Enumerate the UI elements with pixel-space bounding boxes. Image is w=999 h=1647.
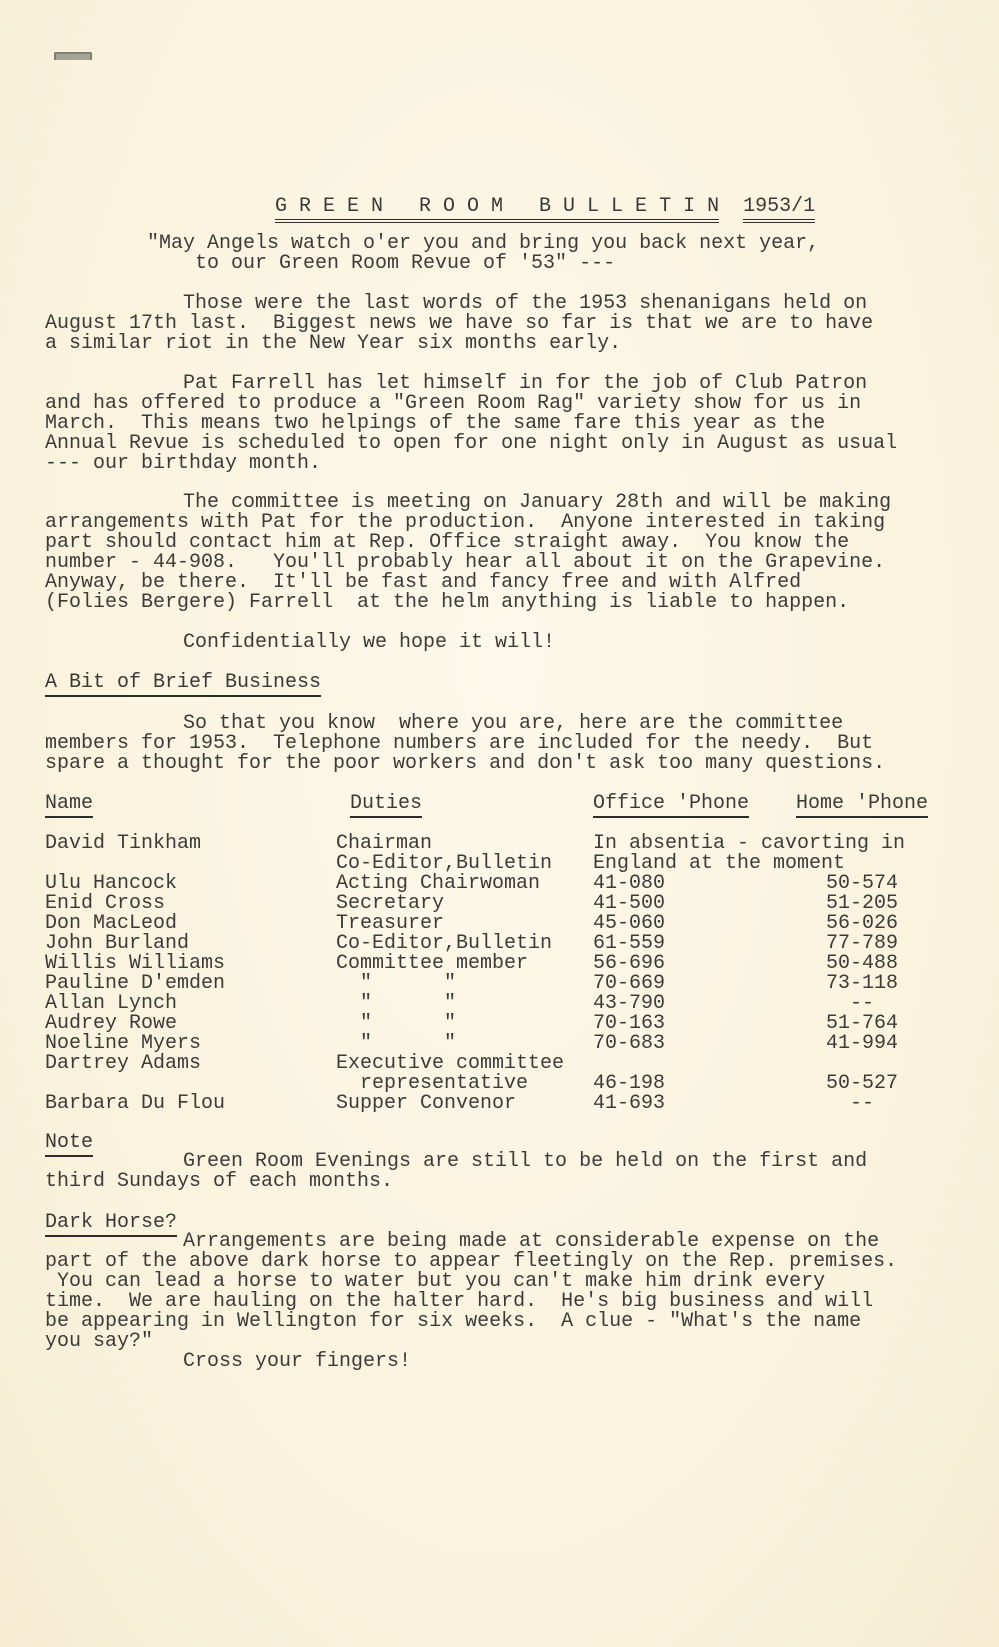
cell-name: Allan Lynch xyxy=(45,992,178,1015)
cell-name: Noeline Myers xyxy=(45,1032,202,1055)
cell-name: Enid Cross xyxy=(45,892,166,915)
cell-home-phone: 51-205 xyxy=(826,892,899,915)
paragraph-2-line-2: and has offered to produce a "Green Room Rag" variety show for us in xyxy=(45,392,862,415)
bulletin-title xyxy=(275,196,815,218)
paragraph-4-line-1: Confidentially we hope it will! xyxy=(183,631,556,654)
col-header-office-phone: Office 'Phone xyxy=(593,794,749,814)
cell-home-phone: 50-527 xyxy=(826,1072,899,1095)
col-header-name: Name xyxy=(45,794,93,814)
business-heading xyxy=(45,672,321,694)
cell-office-phone: 56-696 xyxy=(593,952,666,975)
cell-duties: Committee member xyxy=(336,952,529,975)
cell-office-phone: 70-669 xyxy=(593,972,666,995)
cell-office-phone: 41-500 xyxy=(593,892,666,915)
cell-home-phone: -- xyxy=(850,992,875,1015)
paragraph-3-line-4: number - 44-908. You'll probably hear all about it on the Grapevine. xyxy=(45,551,886,574)
cell-duties: Co-Editor,Bulletin xyxy=(336,932,553,955)
cell-duties: Supper Convenor xyxy=(336,1092,517,1115)
cell-duties: " " xyxy=(336,1012,457,1035)
paragraph-1-line-3: a similar riot in the New Year six months early. xyxy=(45,332,622,355)
col-header-duties: Duties xyxy=(350,794,422,814)
note-line-2: third Sundays of each months. xyxy=(45,1170,394,1193)
dark-horse-line-4: time. We are hauling on the halter hard. He's big business and will xyxy=(45,1290,874,1313)
cell-office-phone: 41-080 xyxy=(593,872,666,895)
cell-office-phone: 70-163 xyxy=(593,1012,666,1035)
cell-home-phone: 51-764 xyxy=(826,1012,899,1035)
staple-mark xyxy=(54,52,92,60)
business-line-1: So that you know where you are, here are the committee xyxy=(183,712,844,735)
cell-office-phone: In absentia - cavorting in xyxy=(593,832,906,855)
cell-duties: Secretary xyxy=(336,892,445,915)
business-line-2: members for 1953. Telephone numbers are included for the needy. But xyxy=(45,732,874,755)
cell-name: Dartrey Adams xyxy=(45,1052,202,1075)
dark-horse-line-5: be appearing in Wellington for six weeks. A clue - "What's the name xyxy=(45,1310,862,1333)
dark-horse-line-1: Arrangements are being made at considerable expense on the xyxy=(183,1230,880,1253)
cell-office-phone: 41-693 xyxy=(593,1092,666,1115)
dark-horse-line-6: you say?" xyxy=(45,1330,154,1353)
note-heading-text: Note xyxy=(45,1131,93,1157)
title-text: G R E E N R O O M B U L L E T I N xyxy=(275,195,719,223)
cell-home-phone: -- xyxy=(850,1092,875,1115)
cell-duties: representative xyxy=(336,1072,529,1095)
cell-name: Don MacLeod xyxy=(45,912,178,935)
business-line-3: spare a thought for the poor workers and don't ask too many questions. xyxy=(45,752,886,775)
cell-home-phone: 41-994 xyxy=(826,1032,899,1055)
cell-name: David Tinkham xyxy=(45,832,202,855)
cell-duties: " " xyxy=(336,992,457,1015)
cell-name: Willis Williams xyxy=(45,952,226,975)
cell-office-phone: 43-790 xyxy=(593,992,666,1015)
paragraph-2-line-1: Pat Farrell has let himself in for the job of Club Patron xyxy=(183,372,868,395)
cell-duties: Executive committee xyxy=(336,1052,565,1075)
epigraph-line-1: "May Angels watch o'er you and bring you back next year, xyxy=(147,232,820,255)
cell-office-phone: 61-559 xyxy=(593,932,666,955)
cell-duties: Chairman xyxy=(336,832,433,855)
note-heading xyxy=(45,1132,93,1154)
cell-name: Pauline D'emden xyxy=(45,972,226,995)
paragraph-3-line-5: Anyway, be there. It'll be fast and fancy free and with Alfred xyxy=(45,571,802,594)
paragraph-1-line-2: August 17th last. Biggest news we have so far is that we are to have xyxy=(45,312,874,335)
dark-horse-heading xyxy=(45,1212,177,1234)
cell-duties: " " xyxy=(336,1032,457,1055)
cell-office-phone: England at the moment xyxy=(593,852,846,875)
issue-number: 1953/1 xyxy=(743,195,815,223)
paragraph-3-line-1: The committee is meeting on January 28th and will be making xyxy=(183,491,892,514)
paragraph-3-line-3: part should contact him at Rep. Office straight away. You know the xyxy=(45,531,850,554)
cell-office-phone: 70-683 xyxy=(593,1032,666,1055)
cell-home-phone: 73-118 xyxy=(826,972,899,995)
paragraph-3-line-2: arrangements with Pat for the production. Anyone interested in taking xyxy=(45,511,886,534)
cell-office-phone: 46-198 xyxy=(593,1072,666,1095)
cell-duties: Treasurer xyxy=(336,912,445,935)
cell-name: Audrey Rowe xyxy=(45,1012,178,1035)
cell-home-phone: 50-574 xyxy=(826,872,899,895)
paragraph-2-line-5: --- our birthday month. xyxy=(45,452,322,475)
cell-name: John Burland xyxy=(45,932,190,955)
cell-name: Barbara Du Flou xyxy=(45,1092,226,1115)
dark-horse-closing: Cross your fingers! xyxy=(183,1350,412,1373)
note-line-1: Green Room Evenings are still to be held on the first and xyxy=(183,1150,868,1173)
cell-duties: Co-Editor,Bulletin xyxy=(336,852,553,875)
cell-name: Ulu Hancock xyxy=(45,872,178,895)
dark-horse-line-3: You can lead a horse to water but you can't make him drink every xyxy=(45,1270,826,1293)
cell-duties: " " xyxy=(336,972,457,995)
paragraph-3-line-6: (Folies Bergere) Farrell at the helm anything is liable to happen. xyxy=(45,591,850,614)
paragraph-2-line-3: March. This means two helpings of the same fare this year as the xyxy=(45,412,826,435)
cell-duties: Acting Chairwoman xyxy=(336,872,541,895)
col-header-home-phone: Home 'Phone xyxy=(796,794,928,814)
epigraph-line-2: to our Green Room Revue of '53" --- xyxy=(195,252,616,275)
business-heading-text: A Bit of Brief Business xyxy=(45,671,321,697)
cell-home-phone: 56-026 xyxy=(826,912,899,935)
dark-horse-heading-text: Dark Horse? xyxy=(45,1211,177,1237)
paragraph-2-line-4: Annual Revue is scheduled to open for one night only in August as usual xyxy=(45,432,898,455)
cell-home-phone: 50-488 xyxy=(826,952,899,975)
dark-horse-line-2: part of the above dark horse to appear fleetingly on the Rep. premises. xyxy=(45,1250,898,1273)
paragraph-1-line-1: Those were the last words of the 1953 shenanigans held on xyxy=(183,292,868,315)
cell-office-phone: 45-060 xyxy=(593,912,666,935)
cell-home-phone: 77-789 xyxy=(826,932,899,955)
